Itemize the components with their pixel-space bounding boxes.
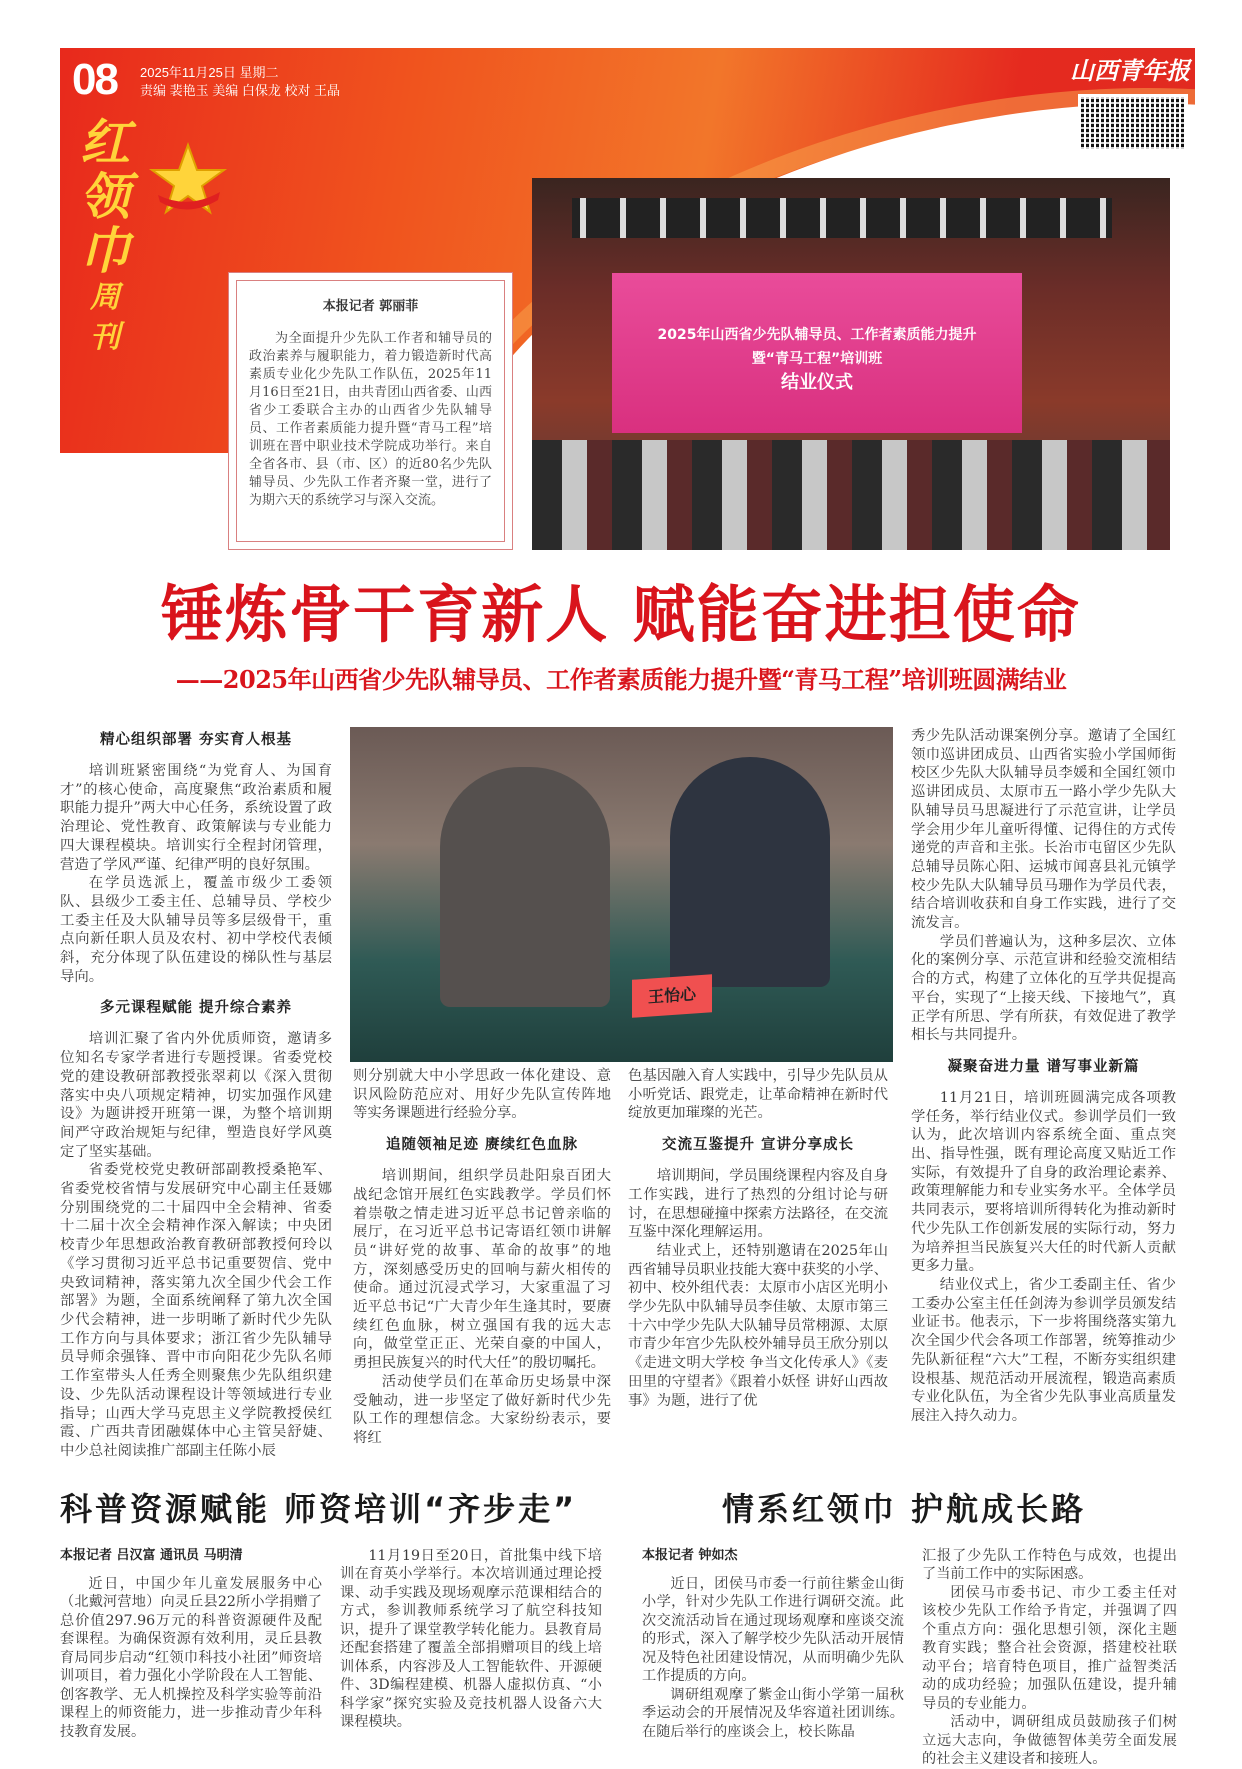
paragraph: 活动中，调研组成员鼓励孩子们树立远大志向，争做德智体美劳全面发展的社会主义建设者和接班人。: [922, 1714, 1177, 1768]
article-column-3: [628, 1067, 888, 1448]
section-heading: 多元课程赋能 提升综合素养: [99, 1000, 293, 1017]
article-column-4: [911, 727, 1176, 1426]
issue-meta: [140, 64, 340, 100]
qr-code[interactable]: [1078, 94, 1188, 152]
article3-byline: 本报记者 钟如杰: [642, 1547, 738, 1563]
bottom-articles: [60, 1489, 1177, 1769]
article3-column-2: [922, 1547, 1177, 1769]
article2: [60, 1489, 610, 1769]
article2-byline: 本报记者 吕汉富 通讯员 马明清: [60, 1547, 243, 1563]
section-heading: 交流互鉴提升 宣讲分享成长: [661, 1137, 855, 1154]
intro-text: 为全面提升少先队工作者和辅导员的政治素养与履职能力，着力锻造新时代高素质专业化少先队工作队伍，2025年11月16日至21日，由共青团山西省委、山西省少工委联合主办的山西省少先队辅导员、工作者素质能力提升暨“青马工程”培训班在晋中职业技术学院成功举行。来自全省各市、县（市、区）的近80名少先队辅导员、少先队工作者齐聚一堂，进行了为期六天的系统学习与深入交流。: [249, 331, 492, 508]
section-title: 红 领 巾 周 刊: [80, 113, 130, 355]
name-plate: 王怡心: [632, 974, 712, 1018]
editors-line: 责编 裴艳玉 美编 白保龙 校对 王晶: [140, 83, 341, 98]
paragraph: 11月19日至20日，首批集中线下培训在育英小学举行。本次培训通过理论授课、动手实践及现场观摩示范课相结合的方式，参训教师系统学习了航空科技知识，提升了课堂教学转化能力。县教育局还配套搭建了覆盖全部捐赠项目的线上培训体系，内容涉及人工智能软件、开源硬件、3D编程建模、机器人虚拟仿真、“小科学家”探究实验及竞技机器人设备六大课程模块。: [340, 1547, 602, 1731]
paragraph: 培训汇聚了省内外优质师资，邀请多位知名专家学者进行专题授课。省委党校党的建设教研部教授张翠莉以《深入贯彻落实中央八项规定精神，切实加强作风建设》为题讲授开班第一课，为整个培训期间严守政治规矩与纪律，塑造良好学风奠定了坚实基础。: [60, 1031, 332, 1160]
section-heading: 精心组织部署 夯实育人根基: [99, 732, 293, 748]
trainees-photo: [350, 727, 893, 1062]
article2-column-1: [60, 1547, 322, 1742]
paragraph: 学员们普遍认为，这种多层次、立体化的案例分享、示范宣讲和经验交流相结合的方式，构建了立体化的互学共促提高平台，实现了“上接天线、下接地气”，真正学有所思、学有所获，有效促进了教学相长与共同提升。: [911, 933, 1176, 1044]
paragraph: 11月21日，培训班圆满完成各项教学任务，举行结业仪式。参训学员们一致认为，此次培训内容系统全面、重点突出、指导性强，既有理论高度又贴近工作实际，有效提升了自身的政治理论素养、政策理解能力和专业实务水平。全体学员共同表示，要将培训所得转化为推动新时代少先队工作创新发展的实际行动，努力为培养担当民族复兴大任的时代新人贡献更多力量。: [911, 1089, 1176, 1275]
article-middle: [350, 727, 893, 1448]
article-column-2: [353, 1067, 611, 1448]
paragraph: 团侯马市委书记、市少工委主任对该校少先队工作给予肯定，并强调了四个重点方向：强化思想引领，深化主题教育实践；整合社会资源，搭建校社联动平台；培育特色项目，推广益智类活动的成功经验；加强队伍建设，提升辅导员的专业能力。: [922, 1584, 1177, 1712]
paragraph: 近日，团侯马市委一行前往紫金山街小学，针对少先队工作进行调研交流。此次交流活动旨在通过现场观摩和座谈交流的形式，深入了解学校少先队活动开展情况及特色社团建设情况，从而明确少先队工作提质的方向。: [642, 1575, 904, 1685]
paragraph: 在学员选派上，覆盖市级少工委领队、县级少工委主任、总辅导员、学校少工委主任及大队辅导员等多层级骨干，重点向新任职人员及农村、初中学校代表倾斜，充分体现了队伍建设的梯队性与基层导向。: [60, 875, 332, 985]
paragraph: 则分别就大中小学思政一体化建设、意识风险防范应对、用好少先队宣传阵地等实务课题进行经验分享。: [353, 1068, 611, 1122]
article3: [642, 1489, 1177, 1769]
paragraph: 省委党校党史教研部副教授桑艳军、省委党校省情与发展研究中心副主任聂娜分别围绕党的二十届四中全会精神、省委十二届十次全会精神作深入解读；中央团校青少年思想政治教育教研部教授何玲以《学习贯彻习近平总书记重要贺信、党中央致词精神，落实第九次全国少代会工作部署》为题，全面系统阐释了第九次全国少代会精神，进一步明晰了新时代少先队工作方向与具体要求；浙江省少先队辅导员导师余强锋、晋中市向阳花少先队名师工作室带头人任秀全则聚焦少先队组织建设、少先队活动课程设计等领域进行专业指导；山西大学马克思主义学院教授侯红霞、广西共青团融媒体中心主管吴舒婕、中少总社阅读推广部副主任陈小辰: [60, 1162, 332, 1459]
section-heading: 追随领袖足迹 赓续红色血脉: [385, 1137, 579, 1154]
article3-column-1: [642, 1547, 904, 1769]
main-headline: 锤炼骨干育新人 赋能奋进担使命: [161, 578, 1081, 651]
paragraph: 培训期间，组织学员赴阳泉百团大战纪念馆开展红色实践教学。学员们怀着崇敬之情走进习近平总书记曾亲临的展厅，在习近平总书记寄语红领巾讲解员“讲好党的故事、革命的故事”的地方，深刻感受历史的回响与薪火相传的使命。通过沉浸式学习，大家重温了习近平总书记“广大青少年生逢其时，要赓续红色血脉，树立强国有我的远大志向，做堂堂正正、光荣自豪的中国人，勇担民族复兴的时代大任”的殷切嘱托。: [353, 1168, 611, 1372]
main-article: [60, 727, 1177, 1461]
article3-headline: 情系红领巾 护航成长路: [722, 1489, 1087, 1528]
intro-box: [228, 272, 513, 550]
intro-byline: 本报记者 郭丽菲: [322, 299, 419, 314]
paragraph: 近日，中国少年儿童发展服务中心（北戴河营地）向灵丘县22所小学捐赠了总价值297.96万元的科普资源硬件及配套课程。为确保资源有效利用，灵丘县教育局同步启动“红领巾科技小社团”师资培训项目，着力强化小学阶段在人工智能、创客教学、无人机操控及科学实验等前沿课程上的师资能力，进一步推动青少年科技教育发展。: [60, 1575, 322, 1740]
stage-screen: 2025年山西省少先队辅导员、工作者素质能力提升 暨“青马工程”培训班 结业仪式: [612, 273, 1022, 433]
page-body: [60, 727, 1177, 1769]
paragraph: 活动使学员们在革命历史场景中深受触动，进一步坚定了做好新时代少先队工作的理想信念。大家纷纷表示，要将红: [353, 1373, 611, 1446]
date-line: 2025年11月25日 星期二: [140, 65, 279, 80]
article2-column-2: [340, 1547, 602, 1742]
paragraph: 培训期间，学员围绕课程内容及自身工作实践，进行了热烈的分组讨论与研讨，在思想碰撞中探索方法路径，在交流互鉴中深化理解运用。: [628, 1168, 888, 1241]
article-column-1: [60, 727, 332, 1461]
closing-ceremony-photo: [532, 178, 1170, 550]
article2-headline: 科普资源赋能 师资培训“齐步走”: [60, 1489, 578, 1528]
paragraph: 调研组观摩了紫金山街小学第一届秋季运动会的开展情况及华容道社团训练。在随后举行的座谈会上，校长陈晶: [642, 1686, 904, 1740]
paragraph: 汇报了少先队工作特色与成效，也提出了当前工作中的实际困惑。: [922, 1547, 1177, 1583]
young-pioneers-star-icon: [148, 140, 228, 220]
paragraph: 结业式上，还特别邀请在2025年山西省辅导员职业技能大赛中获奖的小学、初中、校外组代表：太原市小店区光明小学少先队中队辅导员李佳敏、太原市第三十六中学少先队大队辅导员常栩源、太原市青少年宫少先队校外辅导员王欣分别以《走进文明大学校 争当文化传承人》《麦田里的守望者》《跟着小妖怪 讲好山西故事》为题，进行了优: [628, 1242, 888, 1409]
paragraph: 色基因融入育人实践中，引导少先队员从小听党话、跟党走，让革命精神在新时代绽放更加璀璨的光芒。: [628, 1068, 888, 1122]
section-heading: 凝聚奋进力量 谱写事业新篇: [947, 1058, 1140, 1075]
paragraph: 培训班紧密围绕“为党育人、为国育才”的核心使命，高度聚焦“政治素质和履职能力提升”两大中心任务，系统设置了政治理论、党性教育、政策解读与专业能力四大课程模块。培训实行全程封闭管理，营造了学风严谨、纪律严明的良好氛围。: [60, 763, 332, 873]
page-number: 08: [72, 55, 117, 104]
paragraph: 秀少先队活动课案例分享。邀请了全国红领巾巡讲团成员、山西省实验小学国师街校区少先队大队辅导员李媛和全国红领巾巡讲团成员、太原市五一路小学少先队大队辅导员马思凝进行了示范宣讲，让学员学会用少年儿童听得懂、记得住的方式传递党的声音和主张。长治市屯留区少先队总辅导员陈心阳、运城市闻喜县礼元镇学校少先队大队辅导员马珊作为学员代表，结合培训收获和自身工作实践，进行了交流发言。: [911, 728, 1176, 932]
paragraph: 结业仪式上，省少工委副主任、省少工委办公室主任任剑涛为参训学员颁发结业证书。他表示，下一步将围绕落实第九次全国少代会各项工作部署，统筹推动少先队新征程“六大”工程，不断夯实组织建设根基、规范活动开展流程，锻造高素质专业化队伍，为全省少先队事业高质量发展注入持久动力。: [911, 1276, 1176, 1424]
main-subheadline: ——2025年山西省少先队辅导员、工作者素质能力提升暨“青马工程”培训班圆满结业: [175, 665, 1067, 694]
newspaper-logo: 山西青年报: [1070, 56, 1190, 85]
